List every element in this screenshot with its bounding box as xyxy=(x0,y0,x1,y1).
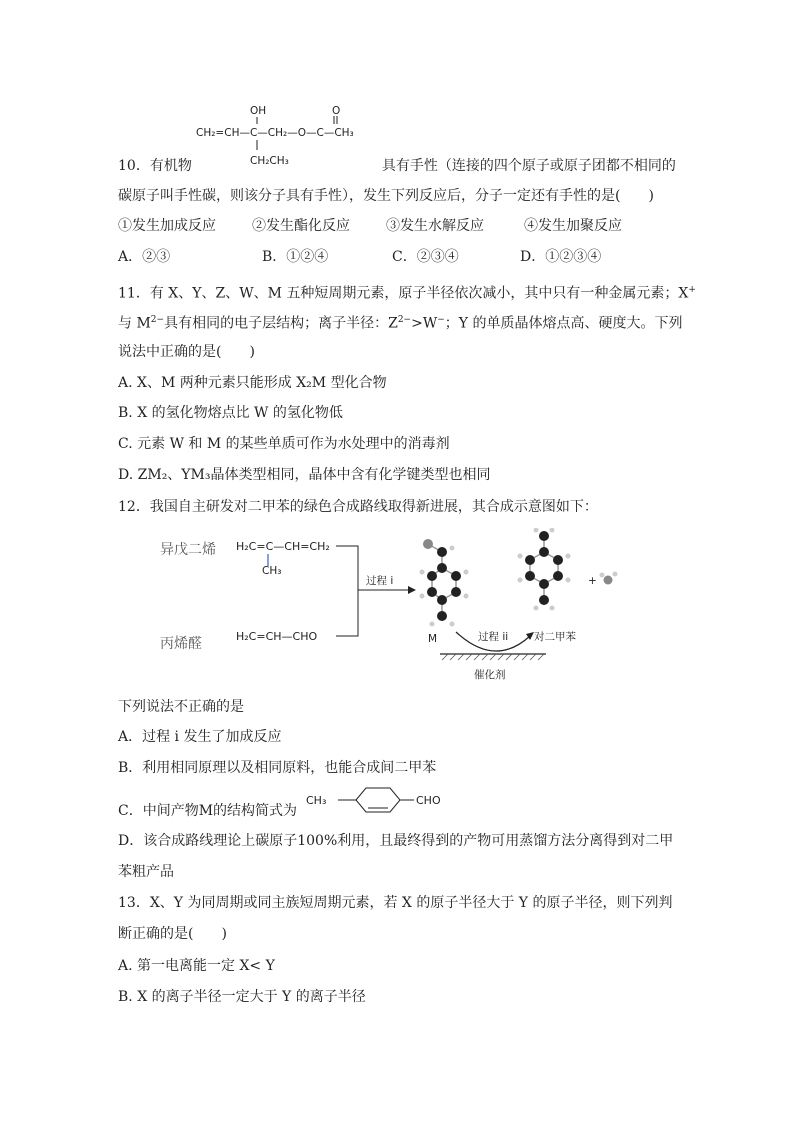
q12-option-d-line1: D．该合成路线理论上碳原子100%利用，且最终得到的产物可用蒸馏方法分离得到对二甲 xyxy=(118,833,674,849)
q13-option-b: B. X 的离子半径一定大于 Y 的离子半径 xyxy=(118,989,366,1005)
q11-option-c: C. 元素 W 和 M 的某些单质可作为水处理中的消毒剂 xyxy=(118,436,450,452)
q13-line1: 13．X、Y 为同周期或同主族短周期元素，若 X 的原子半径大于 Y 的原子半径，则下列判 xyxy=(118,895,673,911)
q10-main-chain: CH₂=CH—C—CH₂—O—C—CH₃ xyxy=(196,127,354,139)
q10-line1: 10．有机物 具有手性（连接的四个原子或原子团都不相同的 xyxy=(118,158,676,174)
q10-reaction-3: ③发生水解反应 xyxy=(386,218,484,234)
plus-sign: + xyxy=(588,575,597,587)
m-label: M xyxy=(428,633,438,645)
q10-option-d: D．①②③④ xyxy=(520,249,602,265)
q10-carbonyl-o: O xyxy=(332,105,341,117)
molecule-p-xylene xyxy=(518,528,571,611)
q12-option-c-structure xyxy=(306,784,468,818)
q12-option-a: A．过程 i 发生了加成反应 xyxy=(118,729,282,745)
q13-option-a: A. 第一电离能一定 X< Y xyxy=(118,958,275,974)
q11-line3: 说法中正确的是( ) xyxy=(118,344,255,360)
molecule-m xyxy=(420,539,469,627)
q11-line2: 与 $M^{2-}$具有相同的电子层结构；离子半径：$Z^{2-}>W^-$；Y 的单质晶体熔点高、硬度大。下列 xyxy=(118,315,683,332)
q10-line2: 碳原子叫手性碳，则该分子具有手性），发生下列反应后，分子一定还有手性的是( ) xyxy=(118,188,654,204)
q11-option-a: A. X、M 两种元素只能形成 X₂M 型化合物 xyxy=(118,375,387,391)
isoprene-formula: H₂C=C—CH=CH₂ xyxy=(236,540,330,553)
isoprene-methyl: CH₃ xyxy=(262,565,282,577)
struct-cho: CHO xyxy=(416,794,441,807)
q10-option-b: B．①②④ xyxy=(262,249,329,265)
q10-reaction-1: ①发生加成反应 xyxy=(118,218,216,234)
q12-synthesis-diagram xyxy=(150,528,650,688)
process-ii-label: 过程 ii xyxy=(478,631,509,643)
q11-option-d: D. ZM₂、YM₃晶体类型相同，晶体中含有化学键类型也相同 xyxy=(118,467,491,483)
q10-ethyl: CH₂CH₃ xyxy=(250,155,289,167)
q10-option-c: C．②③④ xyxy=(392,249,459,265)
q12-question: 下列说法不正确的是 xyxy=(118,699,244,715)
q10-reaction-2: ②发生酯化反应 xyxy=(252,218,350,234)
reactant-bracket xyxy=(336,546,358,636)
isoprene-name: 异戊二烯 xyxy=(160,542,216,558)
q10-oh: OH xyxy=(250,105,267,117)
q13-line2: 断正确的是( ) xyxy=(118,926,227,942)
acrolein-name: 丙烯醛 xyxy=(160,636,202,652)
acrolein-formula: H₂C=CH—CHO xyxy=(236,630,318,643)
q10-reaction-4: ④发生加聚反应 xyxy=(524,218,622,234)
catalyst-label: 催化剂 xyxy=(474,669,506,681)
q12-option-d-line2: 苯粗产品 xyxy=(118,864,174,880)
q11-option-b: B. X 的氢化物熔点比 W 的氢化物低 xyxy=(118,405,343,421)
struct-ch3: CH₃ xyxy=(306,794,327,807)
product-label: 对二甲苯 xyxy=(534,631,576,643)
water-molecule xyxy=(600,572,618,585)
catalyst-hatch xyxy=(442,654,544,660)
q12-option-b: B．利用相同原理以及相同原料，也能合成间二甲苯 xyxy=(118,760,437,776)
q10-option-a: A．②③ xyxy=(118,249,171,265)
process-i-label: 过程 i xyxy=(366,575,394,587)
q11-line1: 11．有 X、Y、Z、W、M 五种短周期元素，原子半径依次减小，其中只有一种金属元素；X+ xyxy=(118,285,696,302)
q12-line1: 12．我国自主研发对二甲苯的绿色合成路线取得新进展，其合成示意图如下： xyxy=(118,499,598,515)
q12-option-c: C．中间产物M的结构简式为 xyxy=(118,803,298,819)
